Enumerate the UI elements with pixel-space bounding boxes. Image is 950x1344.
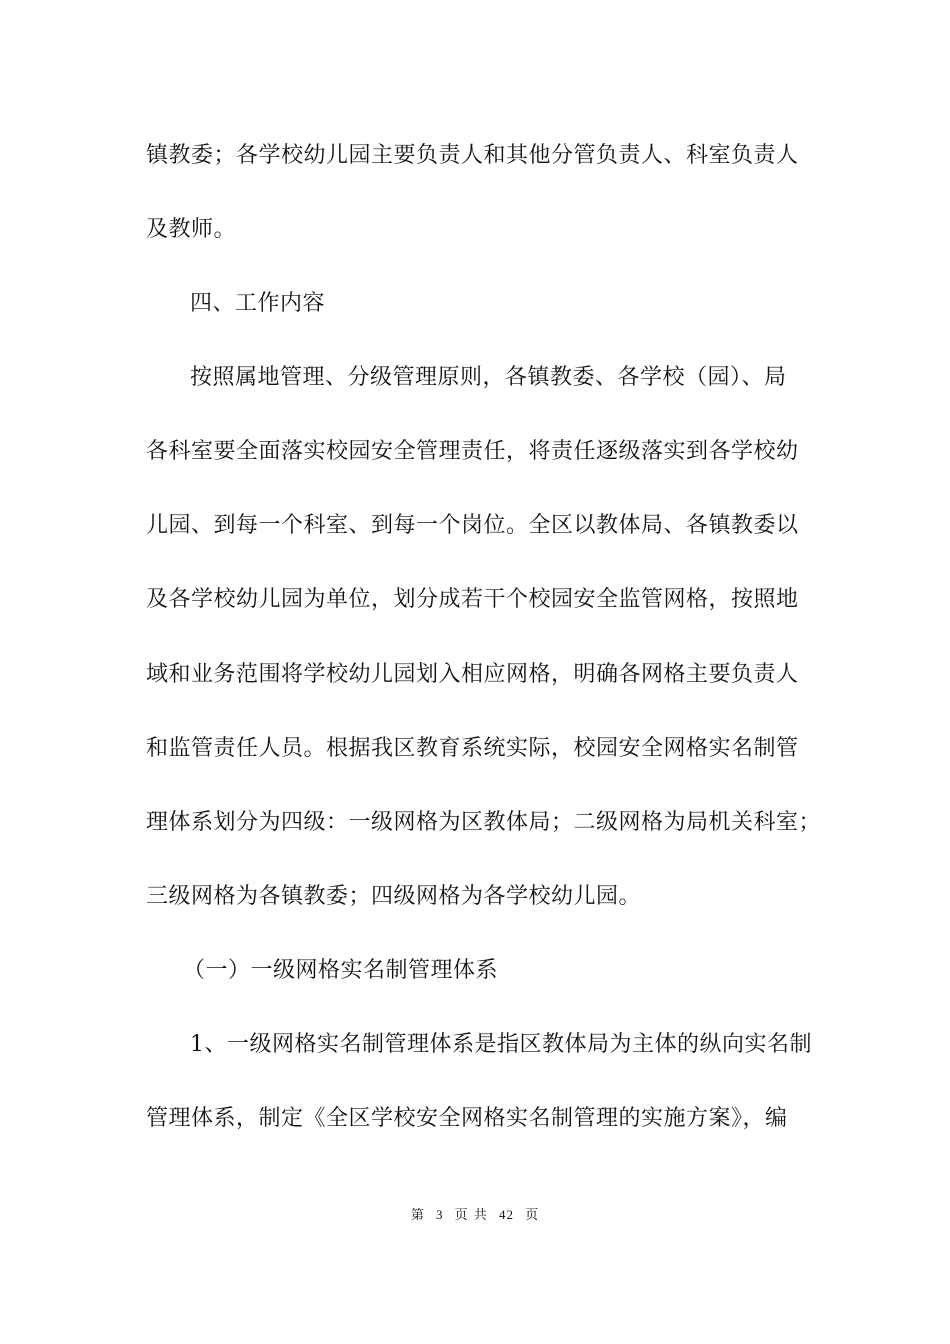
- footer-page-number: 3: [436, 1207, 444, 1222]
- footer-middle: 页 共: [454, 1208, 488, 1223]
- text-line: 按照属地管理、分级管理原则，各镇教委、各学校（园）、局: [190, 365, 787, 390]
- footer-total-pages: 42: [498, 1207, 514, 1222]
- footer-prefix: 第: [410, 1208, 425, 1223]
- text-line: 域和业务范围将学校幼儿园划入相应网格，明确各网格主要负责人: [146, 662, 799, 687]
- text-line: 理体系划分为四级：一级网格为区教体局；二级网格为局机关科室；: [146, 810, 822, 835]
- text-line: 镇教委；各学校幼儿园主要负责人和其他分管负责人、科室负责人: [146, 143, 799, 168]
- text-line: 及教师。: [146, 217, 237, 242]
- text-line: 三级网格为各镇教委；四级网格为各学校幼儿园。: [146, 884, 642, 909]
- text-line: 及各学校幼儿园为单位，划分成若干个校园安全监管网格，按照地: [146, 587, 799, 612]
- section-heading: 四、工作内容: [190, 291, 326, 316]
- text-line: 1、一级网格实名制管理体系是指区教体局为主体的纵向实名制: [190, 1032, 812, 1057]
- text-line: 管理体系，制定《全区学校安全网格实名制管理的实施方案》，编: [146, 1106, 788, 1131]
- text-line: 各科室要全面落实校园安全管理责任，将责任逐级落实到各学校幼: [146, 439, 799, 464]
- page-footer: [0, 1207, 950, 1224]
- footer-suffix: 页: [525, 1208, 540, 1223]
- text-line: 和监管责任人员。根据我区教育系统实际，校园安全网格实名制管: [146, 736, 799, 761]
- subsection-heading: （一）一级网格实名制管理体系: [183, 958, 499, 983]
- text-line: 儿园、到每一个科室、到每一个岗位。全区以教体局、各镇教委以: [146, 513, 799, 538]
